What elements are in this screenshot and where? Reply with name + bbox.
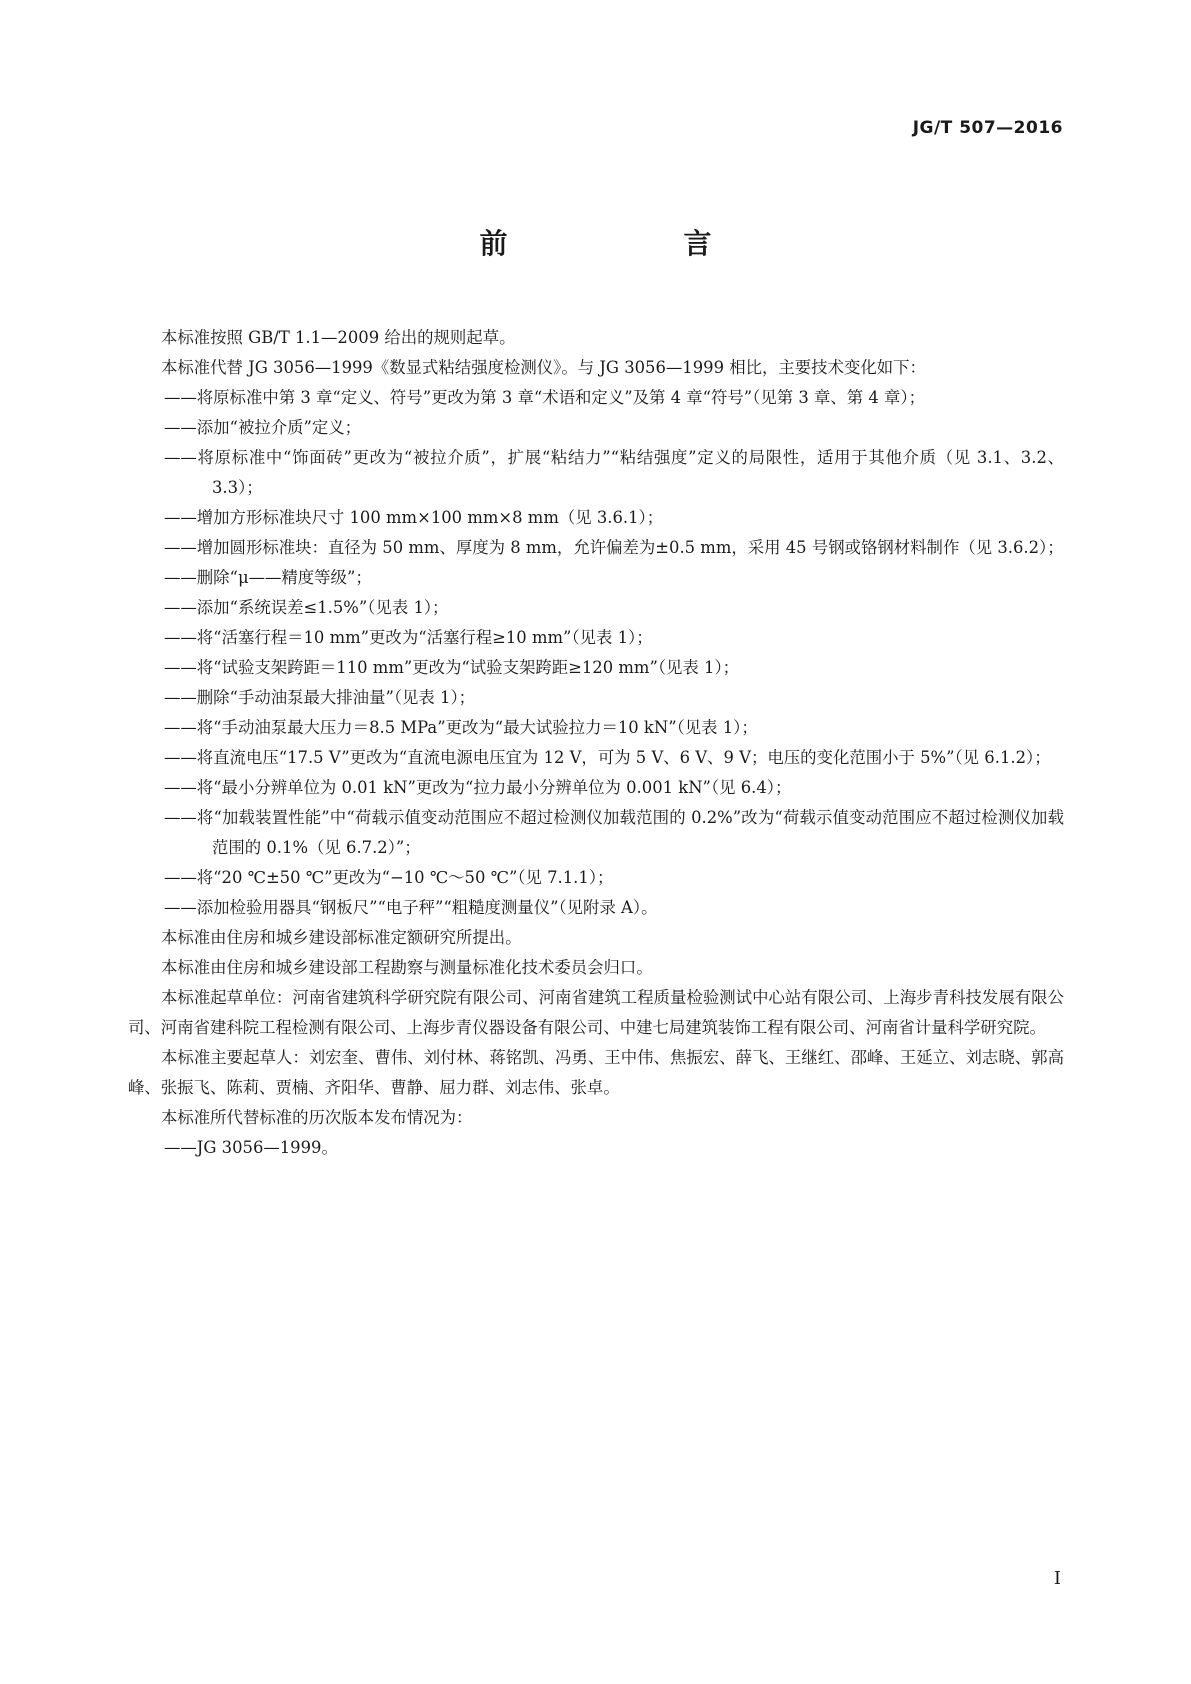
list-item: ——将“最小分辨单位为 0.01 kN”更改为“拉力最小分辨单位为 0.001 kN”（见 6.4）； [164,778,792,797]
list-item: ——添加“被拉介质”定义； [164,418,362,437]
list-item: ——增加方形标准块尺寸 100 mm×100 mm×8 mm（见 3.6.1）； [164,508,664,527]
paragraph-replacement: 本标准代替 JG 3056—1999《数显式粘结强度检测仪》。与 JG 3056—1999 相比，主要技术变化如下： [161,358,926,377]
paragraph-committee: 本标准由住房和城乡建设部工程勘察与测量标准化技术委员会归口。 [161,958,653,977]
list-item: ——将“加载装置性能”中“荷载示值变动范围应不超过检测仪加载范围的 0.2%”改为“荷载示值变动范围应不超过检测仪加载范围的 0.1%（见 6.7.2）”； [164,808,1064,857]
document-code: JG/T 507—2016 [912,118,1063,138]
list-item: ——将原标准中“饰面砖”更改为“被拉介质”，扩展“粘结力”“粘结强度”定义的局限性，适用于其他介质（见 3.1、3.2、3.3）； [164,448,1064,497]
list-item: ——删除“手动油泵最大排油量”（见表 1）； [164,688,476,707]
paragraph-history-intro: 本标准所代替标准的历次版本发布情况为： [161,1108,473,1127]
list-item: ——将直流电压“17.5 V”更改为“直流电源电压宜为 12 V，可为 5 V、6 V、9 V；电压的变化范围小于 5%”（见 6.1.2）； [164,748,1051,767]
list-item: ——将原标准中第 3 章“定义、符号”更改为第 3 章“术语和定义”及第 4 章“符号”（见第 3 章、第 4 章）； [164,388,925,407]
list-item: ——将“手动油泵最大压力＝8.5 MPa”更改为“最大试验拉力＝10 kN”（见表 1）； [164,718,758,737]
document-body [128,323,1064,1163]
paragraph-drafting-units: 本标准起草单位：河南省建筑科学研究院有限公司、河南省建筑工程质量检验测试中心站有限公司、上海步青科技发展有限公司、河南省建科院工程检测有限公司、上海步青仪器设备有限公司、中建七局建筑装饰工程有限公司、河南省计量科学研究院。 [128,988,1064,1037]
page-number: I [1053,1568,1061,1589]
paragraph-drafters: 本标准主要起草人：刘宏奎、曹伟、刘付林、蒋铭凯、冯勇、王中伟、焦振宏、薛飞、王继红、邵峰、王延立、刘志晓、郭高峰、张振飞、陈莉、贾楠、齐阳华、曹静、屈力群、刘志伟、张卓。 [128,1048,1064,1097]
list-item: ——JG 3056—1999。 [164,1138,338,1157]
paragraph-drafting-rules: 本标准按照 GB/T 1.1—2009 给出的规则起草。 [161,328,516,347]
page-title: 前 言 [479,227,752,260]
list-item: ——删除“μ——精度等级”； [164,568,372,587]
list-item: ——添加“系统误差≤1.5%”（见表 1）； [164,598,449,617]
list-item: ——增加圆形标准块：直径为 50 mm、厚度为 8 mm，允许偏差为±0.5 mm，采用 45 号钢或铬钢材料制作（见 3.6.2）； [164,538,1064,557]
paragraph-proposer: 本标准由住房和城乡建设部标准定额研究所提出。 [161,928,522,947]
list-item: ——将“试验支架跨距＝110 mm”更改为“试验支架跨距≥120 mm”（见表 1）； [164,658,740,677]
list-item: ——将“活塞行程＝10 mm”更改为“活塞行程≥10 mm”（见表 1）； [164,628,653,647]
list-item: ——将“20 ℃±50 ℃”更改为“−10 ℃～50 ℃”（见 7.1.1）； [164,868,614,887]
list-item: ——添加检验用器具“钢板尺”“电子秤”“粗糙度测量仪”（见附录 A）。 [164,898,658,917]
